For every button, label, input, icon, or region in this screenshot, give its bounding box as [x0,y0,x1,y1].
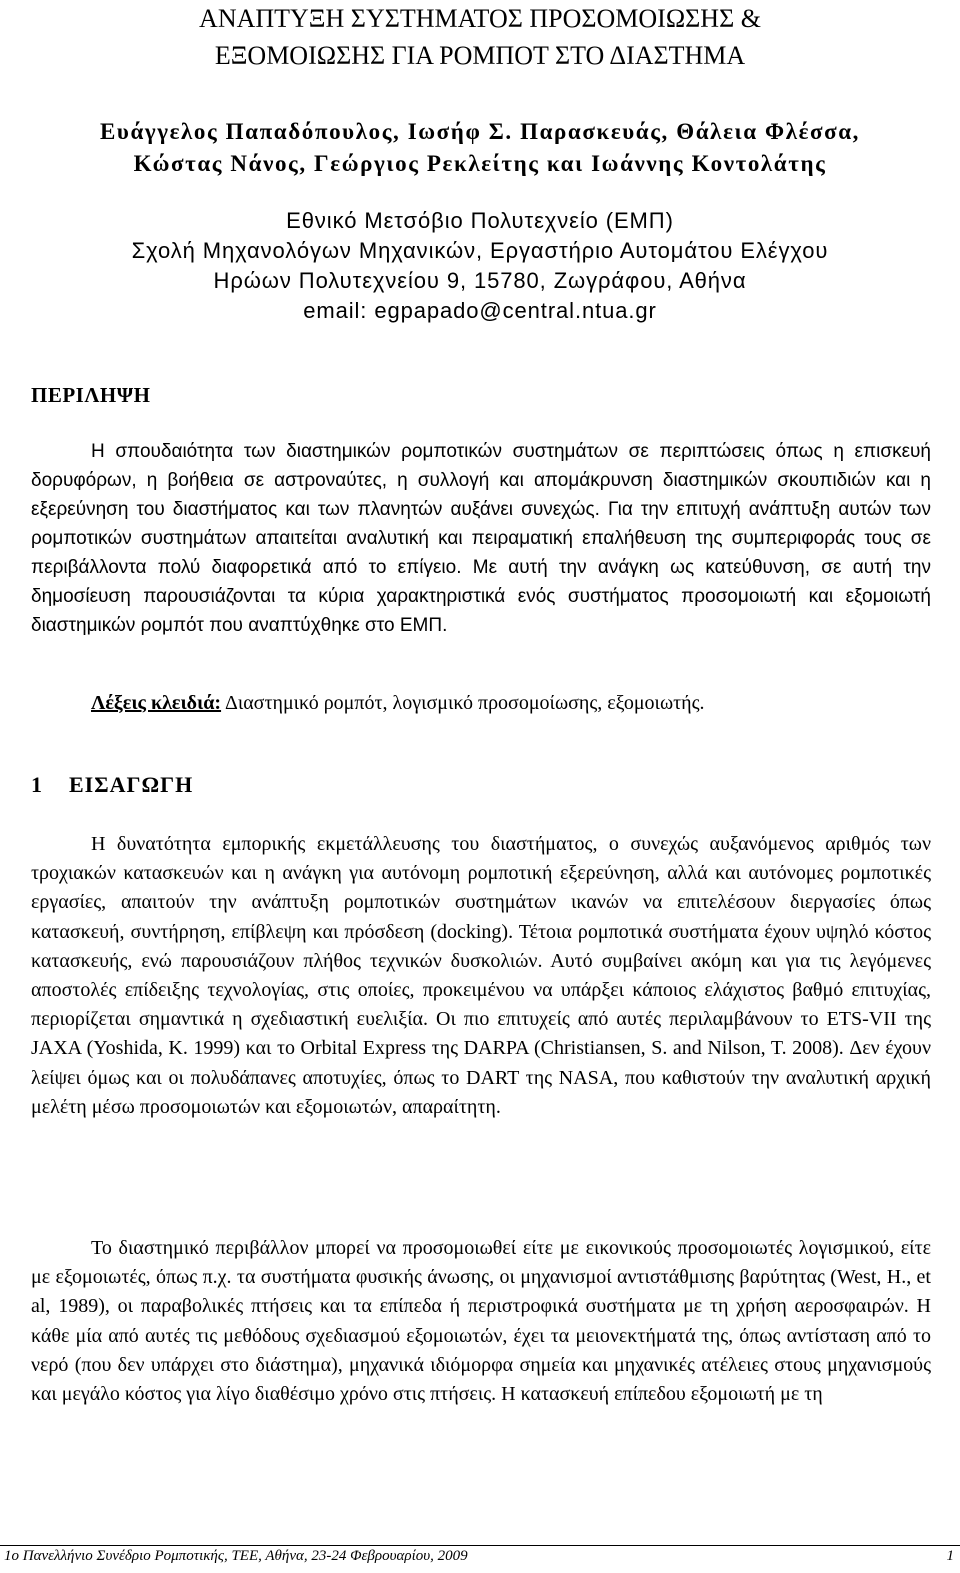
keywords-line [91,692,705,715]
body-paragraph-1: Η δυνατότητα εμπορικής εκμετάλλευσης του διαστήματος, ο συνεχώς αυξανόμενος αριθμός των τροχιακών κατασκευών και η ανάγκη για αυτόνομη ρομποτική εξερεύνηση, αλλά και αυτόνομες ρομποτικές εργασίες, απαιτούν την ανάπτυξη ρομποτικών συστημάτων ικανών να επιτελέσουν διεργασίες όπως κατασκευή, συντήρηση, επίβλεψη και πρόσδεση (docking). Τέτοια ρομποτικά συστήματα έχουν υψηλό κόστος κατασκευής, ενώ παρουσιάζουν πλήθος τεχνικών δυσκολιών. Αυτό συμβαίνει ακόμη και για τις λεγόμενες αποστολές επίδειξης τεχνολογίας, στις οποίες, προκειμένου να υπάρξει κάποιος ελάχιστος βαθμό επιτυχίας, περιορίζεται σημαντικά η σχεδιαστική ευελιξία. Οι πιο επιτυχείς από αυτές περιλαμβάνουν το ETS-VII της JAXA (Yoshida, K. 1999) και το Orbital Express της DARPA (Christiansen, S. and Nilson, T. 2008). Δεν έχουν λείψει όμως και οι πολυδάπανες αποτυχίες, όπως το DART της NASA, που καθιστούν την αναλυτική αρχική μελέτη μέσω προσομοιωτών και εξομοιωτών, απαραίτητη. [31,833,931,1118]
keywords-label: Λέξεις κλειδιά: [91,692,222,714]
body-paragraph-2: Το διαστημικό περιβάλλον μπορεί να προσομοιωθεί είτε με εικονικούς προσομοιωτές λογισμικού, είτε με εξομοιωτές, όπως π.χ. τα συστήματα φυσικής άνωσης, οι μηχανισμοί αντιστάθμισης βαρύτητας (West, H., et al, 1989), οι παραβολικές πτήσεις και τα επίπεδα ή περιστροφικά συστήματα με τη χρήση αεροσφαιρών. Η κάθε μία από αυτές τις μεθόδους σχεδιασμού εξομοιωτών, έχει τα μειονεκτήματά της, όπως αντίσταση από το νερό (που δεν υπάρχει στο διάστημα), μηχανικά ιδιόμορφα σημεία και μηχανικές ατέλειες στους μηχανισμούς και μεγάλο κόστος για λίγο διαθέσιμο χρόνο στις πτήσεις. Η κατασκευή επίπεδου εξομοιωτή με τη [31,1237,931,1406]
affiliation-line-3: Ηρώων Πολυτεχνείου 9, 15780, Ζωγράφου, Αθήνα [213,268,747,293]
affiliation-line-2: Σχολή Μηχανολόγων Μηχανικών, Εργαστήριο Αυτομάτου Ελέγχου [131,238,829,263]
title-line-1: ΑΝΑΠΤΥΞΗ ΣΥΣΤΗΜΑΤΟΣ ΠΡΟΣΟΜΟΙΩΣΗΣ & [199,4,761,33]
authors-line-1: Ευάγγελος Παπαδόπουλος, Ιωσήφ Σ. Παρασκευάς, Θάλεια Φλέσσα, [99,119,861,144]
paper-title [0,0,960,74]
affiliation-line-1: Εθνικό Μετσόβιο Πολυτεχνείο (ΕΜΠ) [286,208,674,233]
page-number: 1 [946,1548,954,1564]
author-list [0,116,960,180]
keywords-text: Διαστημικό ρομπότ, λογισμικό προσομοίωσης, εξομοιωτής. [221,692,705,714]
footer-divider [0,1545,960,1546]
section-heading [31,772,193,798]
section-number: 1 [31,772,43,797]
title-line-2: ΕΞΟΜΟΙΩΣΗΣ ΓΙΑ ΡΟΜΠΟΤ ΣΤΟ ΔΙΑΣΤΗΜΑ [214,41,746,70]
affiliation-block [0,206,960,326]
abstract-text: Η σπουδαιότητα των διαστημικών ρομποτικών συστημάτων σε περιπτώσεις όπως η επισκευή δορυφόρων, η βοήθεια σε αστροναύτες, η συλλογή και απομάκρυνση διαστημικών σκουπιδιών και η εξερεύνηση του διαστήματος και των πλανητών αυξάνει συνεχώς. Για την επιτυχή ανάπτυξη αυτών των ρομποτικών συστημάτων απαιτείται αναλυτική και πειραματική επαλήθευση της συμπεριφοράς τους σε περιβάλλοντα πολύ διαφορετικά από το επίγειο. Με αυτή την ανάγκη ως κατεύθυνση, σε αυτή την δημοσίευση παρουσιάζονται τα κύρια χαρακτηριστικά ενός συστήματος προσομοιωτή και εξομοιωτή διαστημικών ρομπότ που αναπτύχθηκε στο ΕΜΠ. [31,441,931,636]
abstract-heading: ΠΕΡΙΛΗΨΗ [31,383,151,407]
contact-email: email: egpapado@central.ntua.gr [303,298,657,323]
footer-conference: 1ο Πανελλήνιο Συνέδριο Ρομποτικής, ΤΕΕ, Αθήνα, 23-24 Φεβρουαρίου, 2009 [4,1548,468,1564]
authors-line-2: Κώστας Νάνος, Γεώργιος Ρεκλείτης και Ιωάννης Κοντολάτης [133,151,827,176]
section-title: ΕΙΣΑΓΩΓΗ [69,772,194,797]
